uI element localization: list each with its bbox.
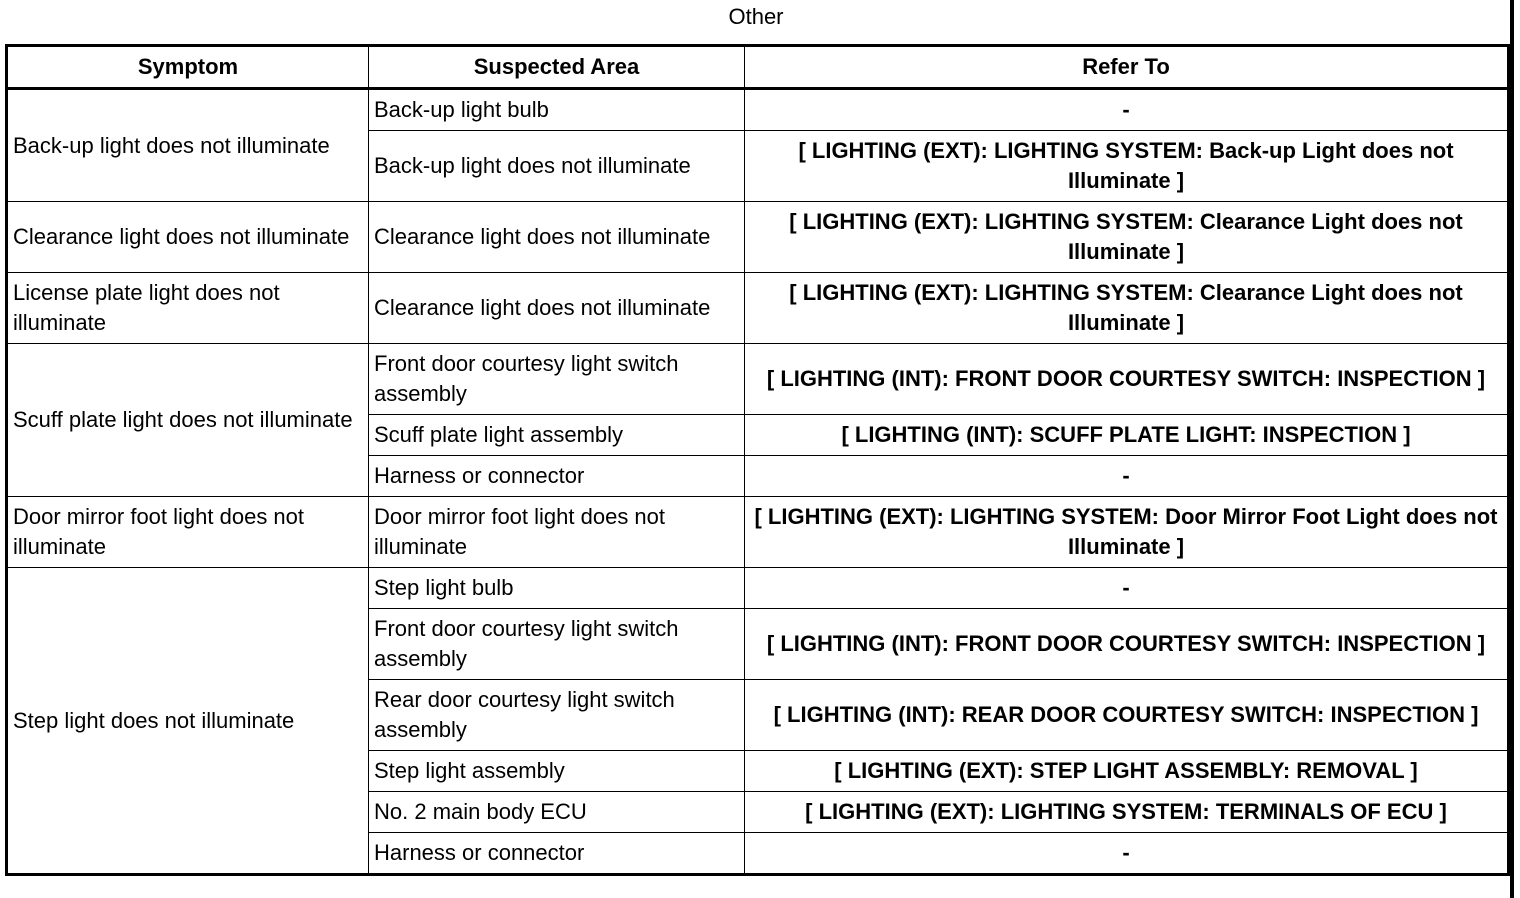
refer-to-cell: - <box>745 456 1509 497</box>
refer-to-cell: - <box>745 833 1509 875</box>
header-row <box>7 46 1509 89</box>
refer-to-link[interactable]: [ LIGHTING (EXT): LIGHTING SYSTEM: Back-up Light does not Illuminate ] <box>745 131 1509 202</box>
header-refer-to: Refer To <box>745 46 1509 89</box>
symptom-cell: Step light does not illuminate <box>7 568 369 875</box>
refer-to-link[interactable]: [ LIGHTING (INT): REAR DOOR COURTESY SWITCH: INSPECTION ] <box>745 680 1509 751</box>
suspected-area-cell: Back-up light bulb <box>369 89 745 131</box>
suspected-area-cell: Harness or connector <box>369 456 745 497</box>
suspected-area-cell: Back-up light does not illuminate <box>369 131 745 202</box>
suspected-area-cell: Clearance light does not illuminate <box>369 273 745 344</box>
refer-to-link[interactable]: [ LIGHTING (INT): FRONT DOOR COURTESY SWITCH: INSPECTION ] <box>745 609 1509 680</box>
suspected-area-cell: Scuff plate light assembly <box>369 415 745 456</box>
suspected-area-cell: Front door courtesy light switch assembly <box>369 344 745 415</box>
suspected-area-cell: Step light bulb <box>369 568 745 609</box>
suspected-area-cell: Clearance light does not illuminate <box>369 202 745 273</box>
troubleshooting-table <box>5 44 1510 876</box>
table-row <box>7 568 1509 609</box>
table-row <box>7 273 1509 344</box>
header-suspected-area: Suspected Area <box>369 46 745 89</box>
table-caption: Other <box>728 4 784 29</box>
table-row <box>7 344 1509 415</box>
refer-to-link[interactable]: [ LIGHTING (EXT): LIGHTING SYSTEM: Clearance Light does not Illuminate ] <box>745 273 1509 344</box>
refer-to-link[interactable]: [ LIGHTING (EXT): LIGHTING SYSTEM: TERMINALS OF ECU ] <box>745 792 1509 833</box>
refer-to-link[interactable]: [ LIGHTING (EXT): STEP LIGHT ASSEMBLY: REMOVAL ] <box>745 751 1509 792</box>
symptom-cell: Door mirror foot light does not illuminate <box>7 497 369 568</box>
table-row <box>7 202 1509 273</box>
refer-to-link[interactable]: [ LIGHTING (INT): FRONT DOOR COURTESY SWITCH: INSPECTION ] <box>745 344 1509 415</box>
symptom-cell: License plate light does not illuminate <box>7 273 369 344</box>
table-row <box>7 497 1509 568</box>
refer-to-cell: - <box>745 89 1509 131</box>
symptom-cell: Back-up light does not illuminate <box>7 89 369 202</box>
suspected-area-cell: Harness or connector <box>369 833 745 875</box>
symptom-cell: Scuff plate light does not illuminate <box>7 344 369 497</box>
refer-to-cell: - <box>745 568 1509 609</box>
suspected-area-cell: Step light assembly <box>369 751 745 792</box>
table-row <box>7 89 1509 131</box>
refer-to-link[interactable]: [ LIGHTING (EXT): LIGHTING SYSTEM: Door Mirror Foot Light does not Illuminate ] <box>745 497 1509 568</box>
suspected-area-cell: Front door courtesy light switch assembly <box>369 609 745 680</box>
symptom-cell: Clearance light does not illuminate <box>7 202 369 273</box>
refer-to-link[interactable]: [ LIGHTING (INT): SCUFF PLATE LIGHT: INSPECTION ] <box>745 415 1509 456</box>
suspected-area-cell: Door mirror foot light does not illuminate <box>369 497 745 568</box>
page-edge-rule <box>1510 0 1514 898</box>
refer-to-link[interactable]: [ LIGHTING (EXT): LIGHTING SYSTEM: Clearance Light does not Illuminate ] <box>745 202 1509 273</box>
header-symptom: Symptom <box>7 46 369 89</box>
suspected-area-cell: Rear door courtesy light switch assembly <box>369 680 745 751</box>
suspected-area-cell: No. 2 main body ECU <box>369 792 745 833</box>
